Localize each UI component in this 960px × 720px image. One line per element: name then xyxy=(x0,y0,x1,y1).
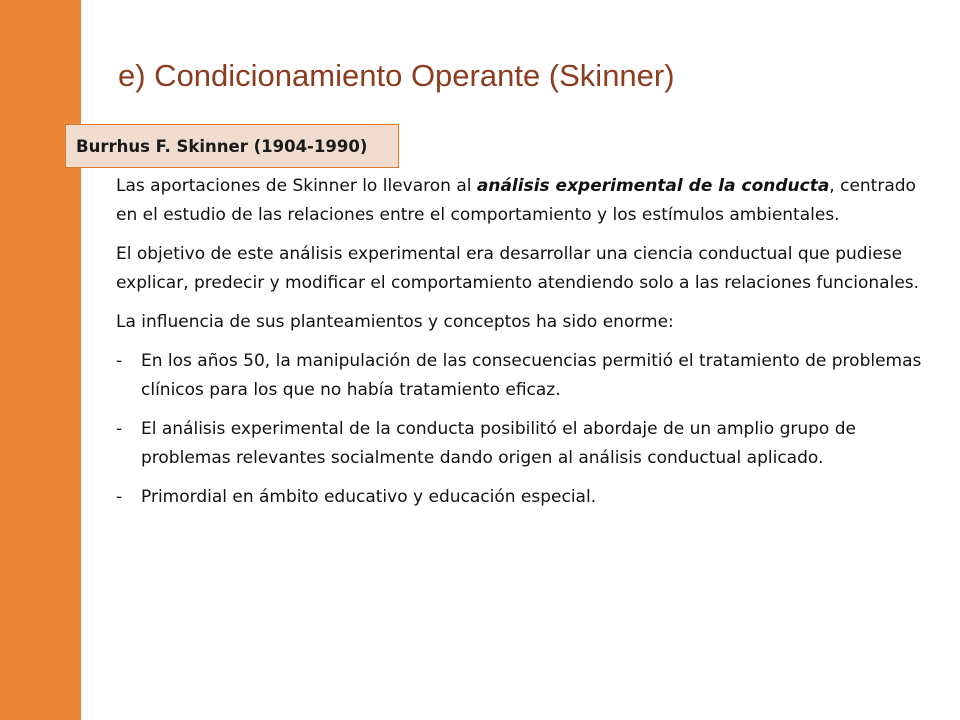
bullet-item-analisis-conductual xyxy=(116,415,932,473)
accent-side-bar xyxy=(0,0,81,720)
bullet-dash: - xyxy=(116,487,123,507)
slide-title: e) Condicionamiento Operante (Skinner) xyxy=(118,58,675,93)
paragraph-objetivo: El objetivo de este análisis experimental era desarrollar una ciencia conductual que pudiese explicar, predecir y modificar el comportamiento atendiendo solo a las relaciones funcionales. xyxy=(116,244,920,293)
paragraph-influencia: La influencia de sus planteamientos y conceptos ha sido enorme: xyxy=(116,312,674,332)
bullet-dash: - xyxy=(116,419,123,439)
bullet-item-educacion xyxy=(116,483,932,512)
paragraph-aportaciones xyxy=(116,172,932,230)
bullet-dash: - xyxy=(116,351,123,371)
emphasis-analisis-experimental: análisis experimental de la conducta xyxy=(476,176,830,196)
paragraph-aportaciones-end: , centrado en el estudio de las relaciones entre el comportamiento y los estímulos ambientales. xyxy=(116,176,916,225)
bullet-text: Primordial en ámbito educativo y educación especial. xyxy=(141,487,597,507)
paragraph-aportaciones-start: Las aportaciones de Skinner lo llevaron al xyxy=(116,176,477,196)
bullet-text: El análisis experimental de la conducta posibilitó el abordaje de un amplio grupo de problemas relevantes socialmente dando origen al análisis conductual aplicado. xyxy=(141,419,856,468)
author-label-box xyxy=(65,124,399,168)
slide-body xyxy=(116,172,932,522)
author-label: Burrhus F. Skinner (1904-1990) xyxy=(76,136,368,156)
influence-bullet-list xyxy=(116,347,932,512)
bullet-item-anos-50 xyxy=(116,347,932,405)
bullet-text: En los años 50, la manipulación de las consecuencias permitió el tratamiento de problemas clínicos para los que no había tratamiento eficaz. xyxy=(141,351,922,400)
